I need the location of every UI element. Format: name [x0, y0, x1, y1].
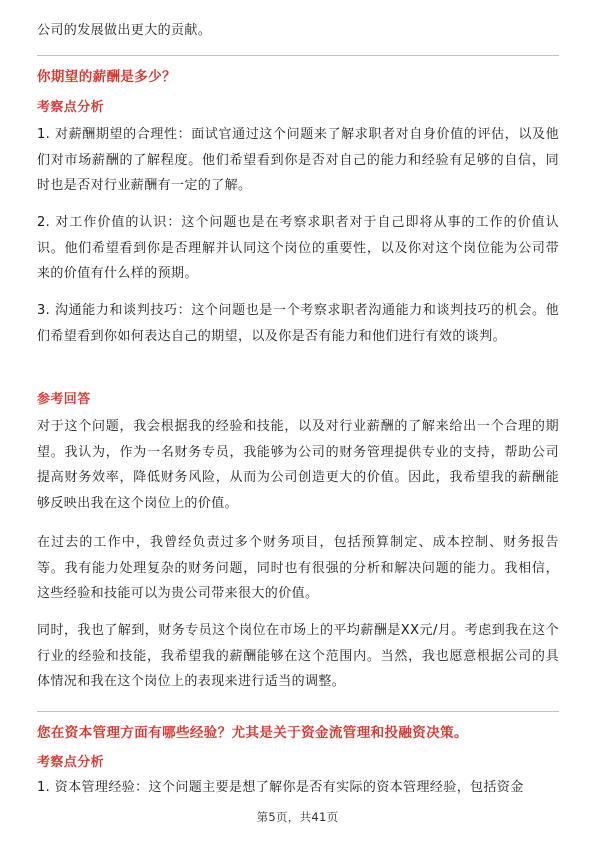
analysis-point: 3. 沟通能力和谈判技巧：这个问题也是一个考察求职者沟通能力和谈判技巧的机会。他们希望看到你如何表达自己的期望，以及你是否有能力和他们进行有效的谈判。: [37, 303, 559, 344]
analysis-point: 2. 对工作价值的认识：这个问题也是在考察求职者对于自己即将从事的工作的价值认识。他们希望看到你是否理解并认同这个岗位的重要性，以及你对这个岗位能为公司带来的价值有什么样的预期。: [37, 215, 559, 281]
analysis-heading: 考察点分析: [37, 755, 105, 770]
analysis-heading: 考察点分析: [37, 100, 105, 115]
answer-paragraph: 同时，我也了解到，财务专员这个岗位在市场上的平均薪酬是XX元/月。考虑到我在这个行业的经验和技能，我希望我的薪酬能够在这个范围内。当然，我也愿意根据公司的具体情况和我在这个岗位上的表现来进行适当的调整。: [37, 623, 559, 689]
question-title: 你期望的薪酬是多少？: [37, 69, 176, 85]
intro-tail-text: 公司的发展做出更大的贡献。: [37, 23, 212, 38]
question-title: 您在资本管理方面有哪些经验？尤其是关于资金流管理和投融资决策。: [37, 725, 468, 741]
analysis-point: 1. 资本管理经验：这个问题主要是想了解你是否有实际的资本管理经验，包括资金: [37, 780, 524, 795]
divider: [37, 55, 559, 56]
page-number-footer: 第5页，共41页: [256, 810, 339, 824]
answer-paragraph: 对于这个问题，我会根据我的经验和技能，以及对行业薪酬的了解来给出一个合理的期望。我认为，作为一名财务专员，我能够为公司的财务管理提供专业的支持，帮助公司提高财务效率，降低财务风险，从而为公司创造更大的价值。因此，我希望我的薪酬能够反映出我在这个岗位上的价值。: [37, 419, 559, 511]
divider: [37, 711, 559, 712]
answer-paragraph: 在过去的工作中，我曾经负责过多个财务项目，包括预算制定、成本控制、财务报告等。我有能力处理复杂的财务问题，同时也有很强的分析和解决问题的能力。我相信，这些经验和技能可以为贵公司带来很大的价值。: [37, 535, 559, 601]
analysis-point: 1. 对薪酬期望的合理性：面试官通过这个问题来了解求职者对自身价值的评估，以及他们对市场薪酬的了解程度。他们希望看到你是否对自己的能力和经验有足够的自信，同时也是否对行业薪酬有一定的了解。: [37, 127, 559, 193]
answer-heading: 参考回答: [37, 392, 91, 407]
